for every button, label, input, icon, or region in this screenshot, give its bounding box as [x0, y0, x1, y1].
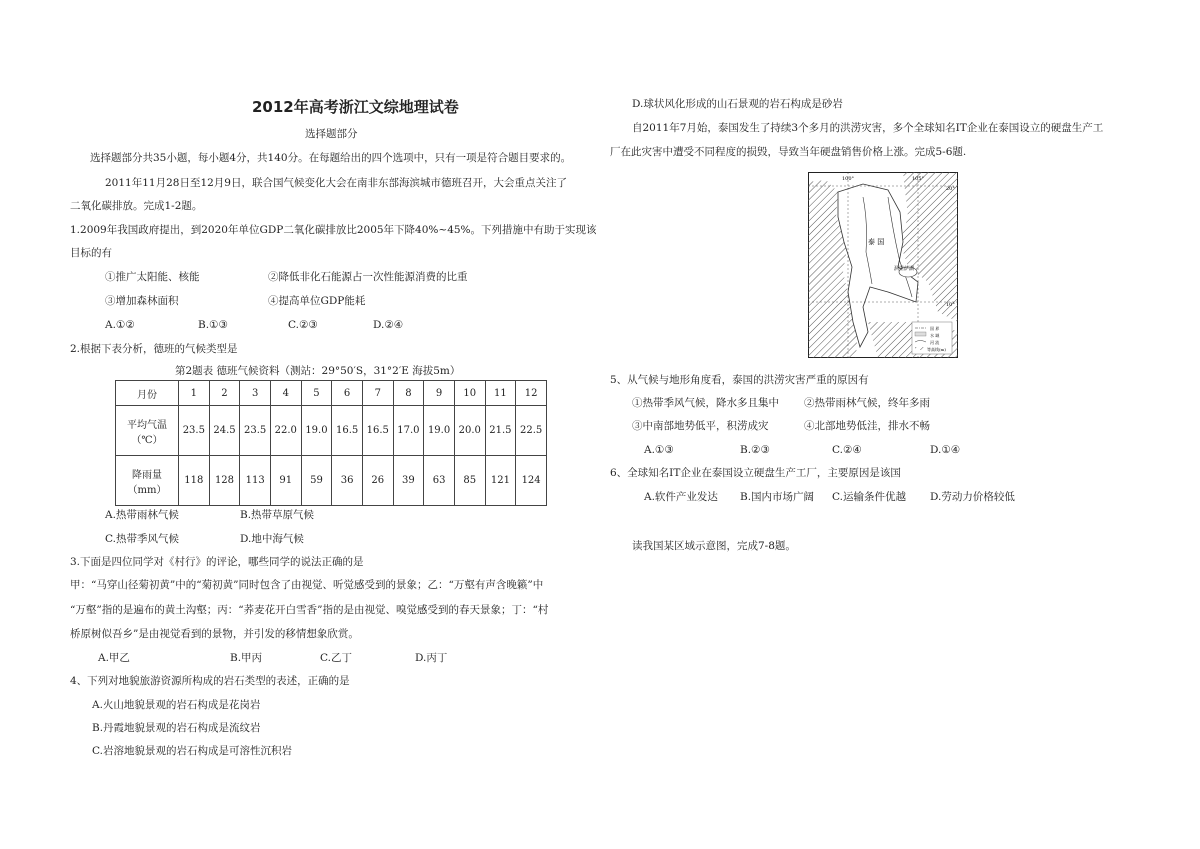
q5-stem: 5、从气候与地形角度看，泰国的洪涝灾害严重的原因有 [610, 374, 869, 386]
rain-cell: 59 [301, 456, 332, 506]
q3-line1: 甲：“马穿山径菊初黄”中的“菊初黄”同时包含了由视觉、听觉感受到的景象；乙：“万壑有声含晚籁”中 [70, 579, 544, 591]
context-1-2-line2: 二氧化碳排放。完成1-2题。 [70, 200, 203, 212]
temp-cell: 20.0 [454, 406, 485, 456]
rain-cell: 118 [179, 456, 210, 506]
month-cell: 2 [209, 381, 240, 406]
q1-item-4: ④提高单位GDP能耗 [268, 295, 366, 307]
q4-option-c[interactable]: C.岩溶地貌景观的岩石构成是可溶性沉积岩 [92, 745, 292, 757]
temp-cell: 17.0 [393, 406, 424, 456]
q1-item-3: ③增加森林面积 [105, 295, 179, 307]
rain-cell: 91 [270, 456, 301, 506]
context-5-6-line2: 厂在此灾害中遭受不同程度的损毁，导致当年硬盘销售价格上涨。完成5-6题. [610, 146, 967, 158]
q2-stem: 2.根据下表分析，德班的气候类型是 [70, 343, 238, 355]
q5-option-d[interactable]: D.①④ [930, 444, 961, 456]
temp-cell: 19.0 [424, 406, 455, 456]
temp-cell: 24.5 [209, 406, 240, 456]
row-header-temperature [116, 406, 179, 456]
temp-cell: 16.5 [362, 406, 393, 456]
q2-option-b[interactable]: B.热带草原气候 [240, 509, 315, 521]
q1-stem-line1: 1.2009年我国政府提出，到2020年单位GDP二氧化碳排放比2005年下降40%~45%。下列措施中有助于实现该 [70, 224, 597, 236]
legend-river: 河 流 [930, 340, 940, 345]
month-cell: 11 [485, 381, 516, 406]
legend-border: 国 界 [930, 326, 940, 331]
map-lat-label-2: 10° [946, 302, 955, 308]
context-7-8: 读我国某区域示意图，完成7-8题。 [632, 540, 796, 552]
q3-line3: 桥原树似吾乡”是由视觉看到的景物，并引发的移情想象欣赏。 [70, 628, 359, 640]
rain-cell: 113 [240, 456, 271, 506]
q1-item-2: ②降低非化石能源占一次性能源消费的比重 [268, 271, 468, 283]
rain-cell: 63 [424, 456, 455, 506]
rain-cell: 26 [362, 456, 393, 506]
q6-stem: 6、全球知名IT企业在泰国设立硬盘生产工厂，主要原因是该国 [610, 467, 901, 479]
temp-label: 平均气温 [127, 419, 167, 431]
rain-cell: 121 [485, 456, 516, 506]
month-cell: 10 [454, 381, 485, 406]
q1-option-d[interactable]: D.②④ [373, 319, 404, 331]
q1-item-1: ①推广太阳能、核能 [105, 271, 200, 283]
table-row-month [116, 381, 547, 406]
table-row-rainfall [116, 456, 547, 506]
q4-option-b[interactable]: B.丹霞地貌景观的岩石构成是流纹岩 [92, 722, 261, 734]
q3-option-a[interactable]: A.甲乙 [98, 652, 130, 664]
q4-stem: 4、下列对地貌旅游资源所构成的岩石类型的表述，正确的是 [70, 675, 350, 687]
q3-stem: 3.下面是四位同学对《村行》的评论，哪些同学的说法正确的是 [70, 556, 364, 568]
rain-unit: （mm） [127, 484, 167, 496]
q6-option-c[interactable]: C.运输条件优越 [832, 491, 906, 503]
section-heading: 选择题部分 [305, 128, 358, 140]
q2-option-a[interactable]: A.热带雨林气候 [105, 509, 179, 521]
q5-item-2: ②热带雨林气候，终年多雨 [804, 397, 930, 409]
q5-item-4: ④北部地势低洼，排水不畅 [804, 420, 930, 432]
month-cell: 12 [516, 381, 547, 406]
q5-item-1: ①热带季风气候，降水多且集中 [632, 397, 779, 409]
rain-label: 降雨量 [132, 469, 162, 481]
temp-cell: 16.5 [332, 406, 363, 456]
temp-cell: 21.5 [485, 406, 516, 456]
q3-option-d[interactable]: D.丙丁 [415, 652, 448, 664]
map-lon-label-1: 100° [842, 176, 855, 182]
legend-water: 水 域 [930, 333, 940, 338]
q3-line2: “万壑”指的是遍布的黄土沟壑；丙：“荞麦花开白雪香”指的是由视觉、嗅觉感受到的春天景象；丁：“村 [70, 604, 549, 616]
q5-option-b[interactable]: B.②③ [740, 444, 770, 456]
q2-table-caption: 第2题表 德班气候资料（测站：29°50′S，31°2′E 海拔5m） [175, 365, 461, 377]
q3-option-b[interactable]: B.甲丙 [230, 652, 263, 664]
rain-cell: 36 [332, 456, 363, 506]
q5-option-a[interactable]: A.①③ [644, 444, 674, 456]
q4-option-a[interactable]: A.火山地貌景观的岩石构成是花岗岩 [92, 699, 261, 711]
map-lon-label-2: 105° [912, 176, 925, 182]
thailand-map [808, 172, 958, 358]
month-cell: 8 [393, 381, 424, 406]
q1-stem-line2: 目标的有 [70, 247, 112, 259]
temp-cell: 23.5 [240, 406, 271, 456]
q3-option-c[interactable]: C.乙丁 [320, 652, 352, 664]
q6-option-b[interactable]: B.国内市场广阔 [740, 491, 815, 503]
temp-cell: 22.0 [270, 406, 301, 456]
temp-cell: 22.5 [516, 406, 547, 456]
q6-option-a[interactable]: A.软件产业发达 [644, 491, 718, 503]
page-title: 2012年高考浙江文综地理试卷 [252, 98, 459, 116]
q1-option-a[interactable]: A.①② [105, 319, 135, 331]
q4-option-d[interactable]: D.球状风化形成的山石景观的岩石构成是砂岩 [632, 98, 843, 110]
temp-cell: 19.0 [301, 406, 332, 456]
map-lat-label-1: 20° [946, 186, 955, 192]
month-cell: 7 [362, 381, 393, 406]
context-5-6-line1: 自2011年7月始，泰国发生了持续3个多月的洪涝灾害，多个全球知名IT企业在泰国设立的硬盘生产工 [632, 122, 1104, 134]
temp-unit: （℃） [131, 434, 163, 446]
month-cell: 5 [301, 381, 332, 406]
intro-text: 选择题部分共35小题，每小题4分，共140分。在每题给出的四个选项中，只有一项是符合题目要求的。 [90, 152, 572, 164]
month-cell: 3 [240, 381, 271, 406]
rain-cell: 39 [393, 456, 424, 506]
q2-option-d[interactable]: D.地中海气候 [240, 533, 304, 545]
q1-option-b[interactable]: B.①③ [198, 319, 228, 331]
temp-cell: 23.5 [179, 406, 210, 456]
month-cell: 1 [179, 381, 210, 406]
map-lake-label: 洞里萨湖 [894, 266, 915, 272]
table-row-temperature [116, 406, 547, 456]
month-cell: 4 [270, 381, 301, 406]
row-header-rainfall [116, 456, 179, 506]
q1-option-c[interactable]: C.②③ [288, 319, 318, 331]
climate-table [115, 380, 547, 506]
q5-option-c[interactable]: C.②④ [832, 444, 862, 456]
row-header-month: 月份 [116, 381, 179, 406]
rain-cell: 85 [454, 456, 485, 506]
context-1-2-line1: 2011年11月28日至12月9日，联合国气候变化大会在南非东部海滨城市德班召开，大会重点关注了 [105, 177, 567, 189]
month-cell: 9 [424, 381, 455, 406]
rain-cell: 128 [209, 456, 240, 506]
legend-contour: 等高线(m) [927, 347, 946, 352]
month-cell: 6 [332, 381, 363, 406]
q5-item-3: ③中南部地势低平，积涝成灾 [632, 420, 769, 432]
map-country-label: 泰 国 [868, 238, 885, 246]
q2-option-c[interactable]: C.热带季风气候 [105, 533, 179, 545]
q6-option-d[interactable]: D.劳动力价格较低 [930, 491, 1015, 503]
rain-cell: 124 [516, 456, 547, 506]
